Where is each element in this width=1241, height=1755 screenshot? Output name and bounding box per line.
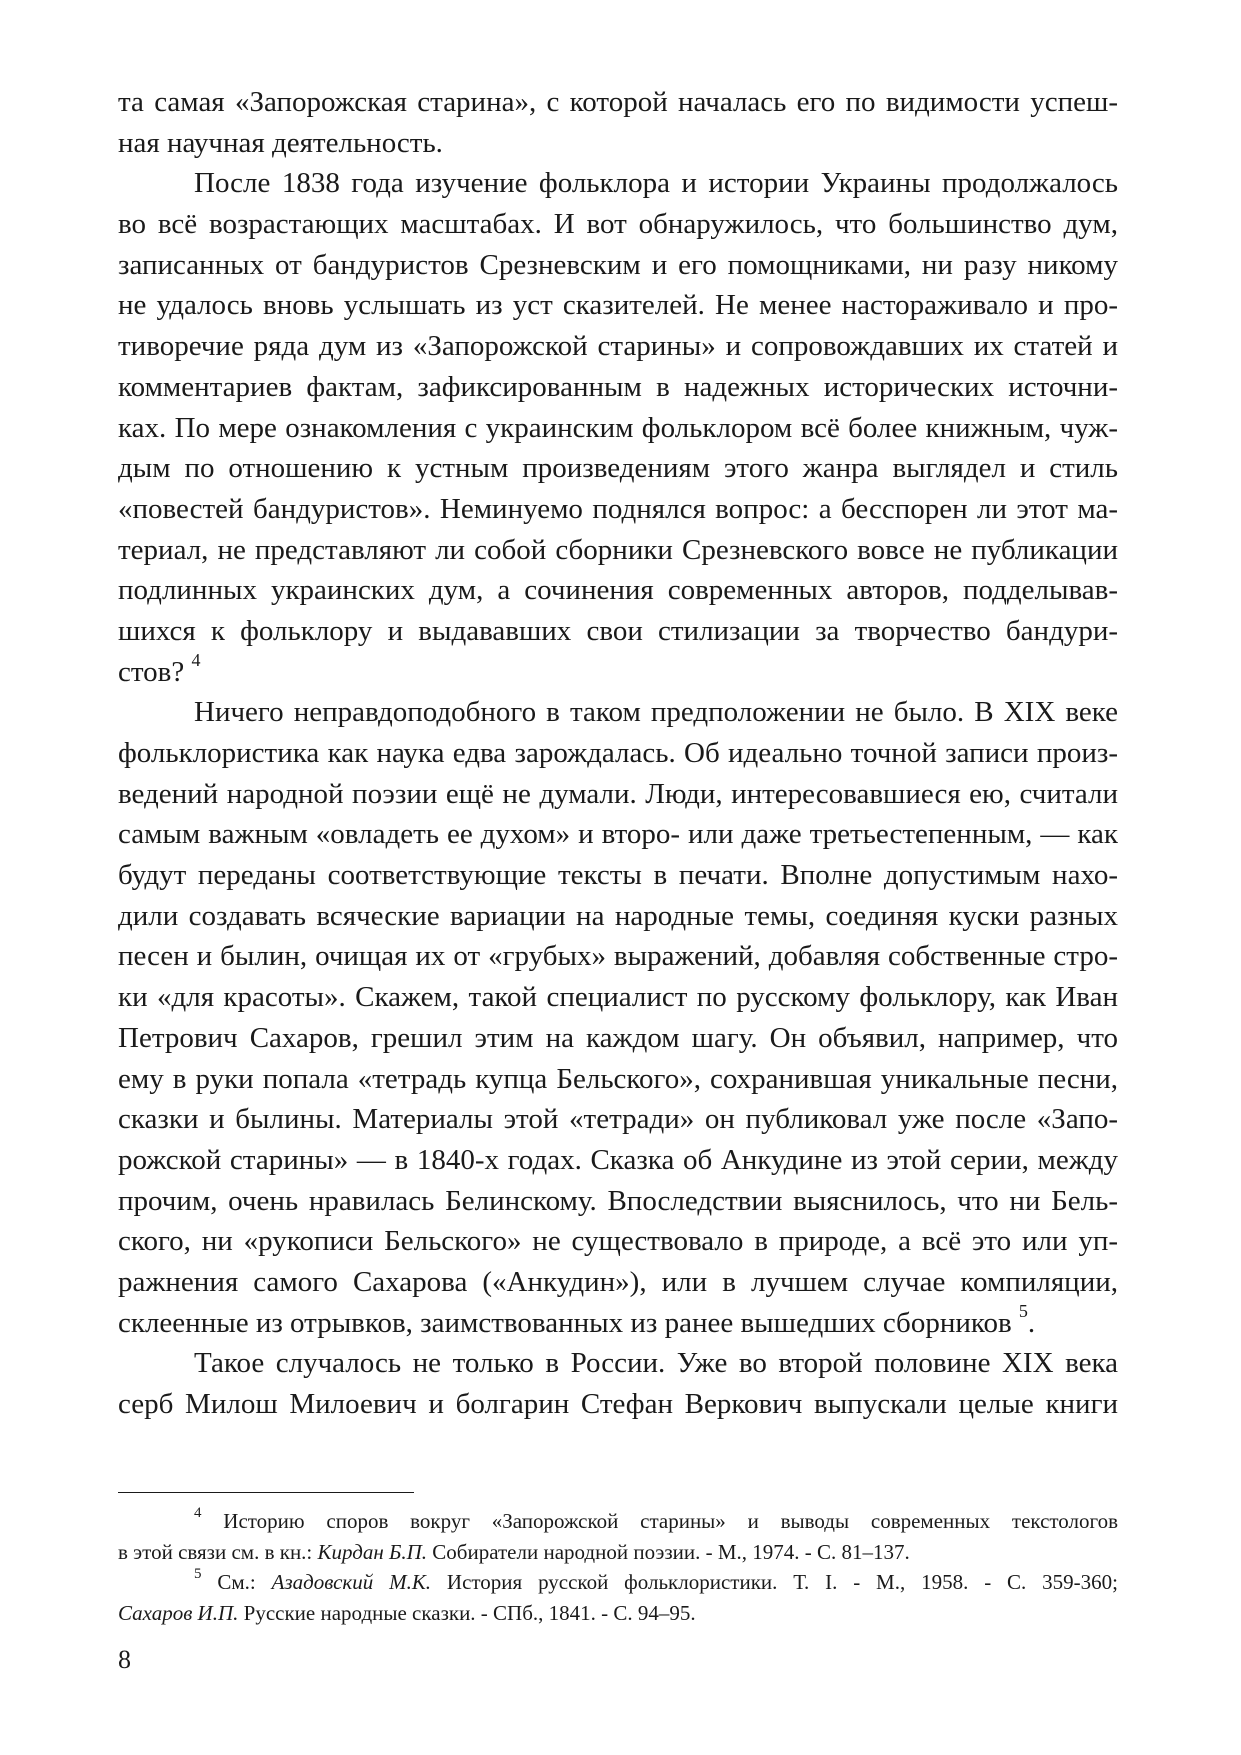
text-line: склеенные из отрывков, заимствованных из ранее вышедших сборников $^5$. (118, 1300, 1036, 1339)
text-line: ского, ни «рукописи Бельского» не существовало в природе, а всё это или уп- (118, 1225, 1118, 1258)
text-line: серб Милош Милоевич и болгарин Стефан Веркович выпускали целые книги (118, 1388, 1118, 1420)
body-text (118, 82, 1118, 1425)
text-line: шихся к фольклору и выдававших свои стилизации за творчество бандури- (118, 614, 1118, 647)
footnote-5-source-1: История русской фольклористики. Т. I. - М., 1958. - С. 359-360; (431, 1570, 1118, 1594)
text-line: Такое случалось не только в России. Уже во второй половине XIX века (194, 1347, 1118, 1380)
text-line: подлинных украинских дум, а сочинения современных авторов, подделывав- (118, 574, 1118, 607)
text-line: дым по отношению к устным произведениям этого жанра выглядел и стиль (118, 452, 1118, 485)
footnote-4-prefix: в этой связи см. в кн.: (118, 1539, 318, 1564)
line-tail: . (1027, 1306, 1036, 1339)
text-line: комментариев фактам, зафиксированным в надежных исторических источни- (118, 370, 1118, 403)
text-line: Петрович Сахаров, грешил этим на каждом шагу. Он объявил, например, что (118, 1021, 1118, 1054)
text-line: ведений народной поэзии ещё не думали. Люди, интересовавшиеся ею, считали (118, 777, 1118, 810)
footnote-5-number: 5 (194, 1566, 202, 1582)
footnote-5-source-2: Русские народные сказки. - СПб., 1841. - С. 94–95. (238, 1600, 696, 1625)
text-line: дили создавать всяческие вариации на народные темы, соединяя куски разных (118, 899, 1118, 932)
text-line: ражнения самого Сахарова («Анкудин»), или в лучшем случае компиляции, (118, 1265, 1118, 1298)
footnote-5-line-2 (118, 1598, 1118, 1629)
text-line: ках. По мере ознакомления с украинским фольклором всё более книжным, чуж- (118, 411, 1118, 444)
paragraph (118, 1343, 1118, 1424)
footnote-ref[interactable]: 4 (191, 649, 201, 670)
paragraph (118, 82, 1118, 163)
text-line: фольклористика как наука едва зарождалась. Об идеально точной записи произ- (118, 737, 1118, 769)
footnote-4-line-1 (118, 1506, 1118, 1537)
text-line: Ничего неправдоподобного в таком предположении не было. В XIX веке (194, 696, 1118, 729)
text-line: прочим, очень нравилась Белинскому. Впоследствии выяснилось, что ни Бель- (118, 1184, 1118, 1217)
footnotes (118, 1506, 1118, 1628)
text-line: записанных от бандуристов Срезневским и его помощниками, ни разу никому (118, 248, 1118, 281)
paragraph (118, 163, 1118, 692)
text-line: во всё возрастающих масштабах. И вот обнаружилось, что большинство дум, (118, 208, 1118, 241)
text-line: рожской старины» — в 1840-х годах. Сказка об Анкудине из этой серии, между (118, 1143, 1118, 1176)
text-line: «повестей бандуристов». Неминуемо поднялся вопрос: а бесспорен ли этот ма- (118, 492, 1118, 525)
text-line: сказки и былины. Материалы этой «тетради» он публиковал уже после «Запо- (118, 1103, 1118, 1136)
text-line: тиворечие ряда дум из «Запорожской старины» и сопровождавших их статей и (118, 330, 1118, 363)
page-number: 8 (118, 1645, 131, 1674)
footnote-4-number: 4 (194, 1505, 202, 1521)
text-line: не удалось вновь услышать из уст сказителей. Не менее настораживало и про- (118, 289, 1118, 322)
footnote-5-line-1 (118, 1567, 1118, 1598)
footnote-4-author: Кирдан Б.П. (317, 1539, 428, 1564)
text-line: стов? $^4$ (118, 649, 201, 688)
text-line: териал, не представляют ли собой сборники Срезневского вовсе не публикации (118, 533, 1118, 566)
text-line: ему в руки попала «тетрадь купца Бельского», сохранившая уникальные песни, (118, 1062, 1118, 1095)
footnote-4-text: Историю споров вокруг «Запорожской старины» и выводы современных текстологов (223, 1509, 1119, 1533)
text-line: самым важным «овладеть ее духом» и второ- или даже третьестепенным, — как (118, 818, 1118, 851)
footnote-ref[interactable]: 5 (1018, 1300, 1028, 1321)
footnote-5-prefix: См.: (217, 1570, 272, 1594)
text-line: песен и былин, очищая их от «грубых» выражений, добавляя собственные стро- (118, 940, 1118, 973)
paragraph (118, 692, 1118, 1343)
footnote-5-author-2: Сахаров И.П. (118, 1600, 239, 1625)
text-line: та самая «Запорожская старина», с которой началась его по видимости успеш- (118, 86, 1118, 118)
text-line: будут переданы соответствующие тексты в печати. Вполне допустимым нахо- (118, 859, 1118, 892)
footnote-divider (118, 1492, 414, 1493)
text-line: После 1838 года изучение фольклора и истории Украины продолжалось (194, 167, 1118, 200)
page-body (118, 82, 1118, 1425)
footnote-4-source: Собиратели народной поэзии. - М., 1974. - С. 81–137. (427, 1539, 910, 1564)
footnote-4-line-2 (118, 1537, 1118, 1568)
text-line: ная научная деятельность. (118, 126, 443, 159)
footnote-5-author-1: Азадовский М.К. (271, 1570, 432, 1594)
text-line: ки «для красоты». Скажем, такой специалист по русскому фольклору, как Иван (118, 981, 1118, 1014)
